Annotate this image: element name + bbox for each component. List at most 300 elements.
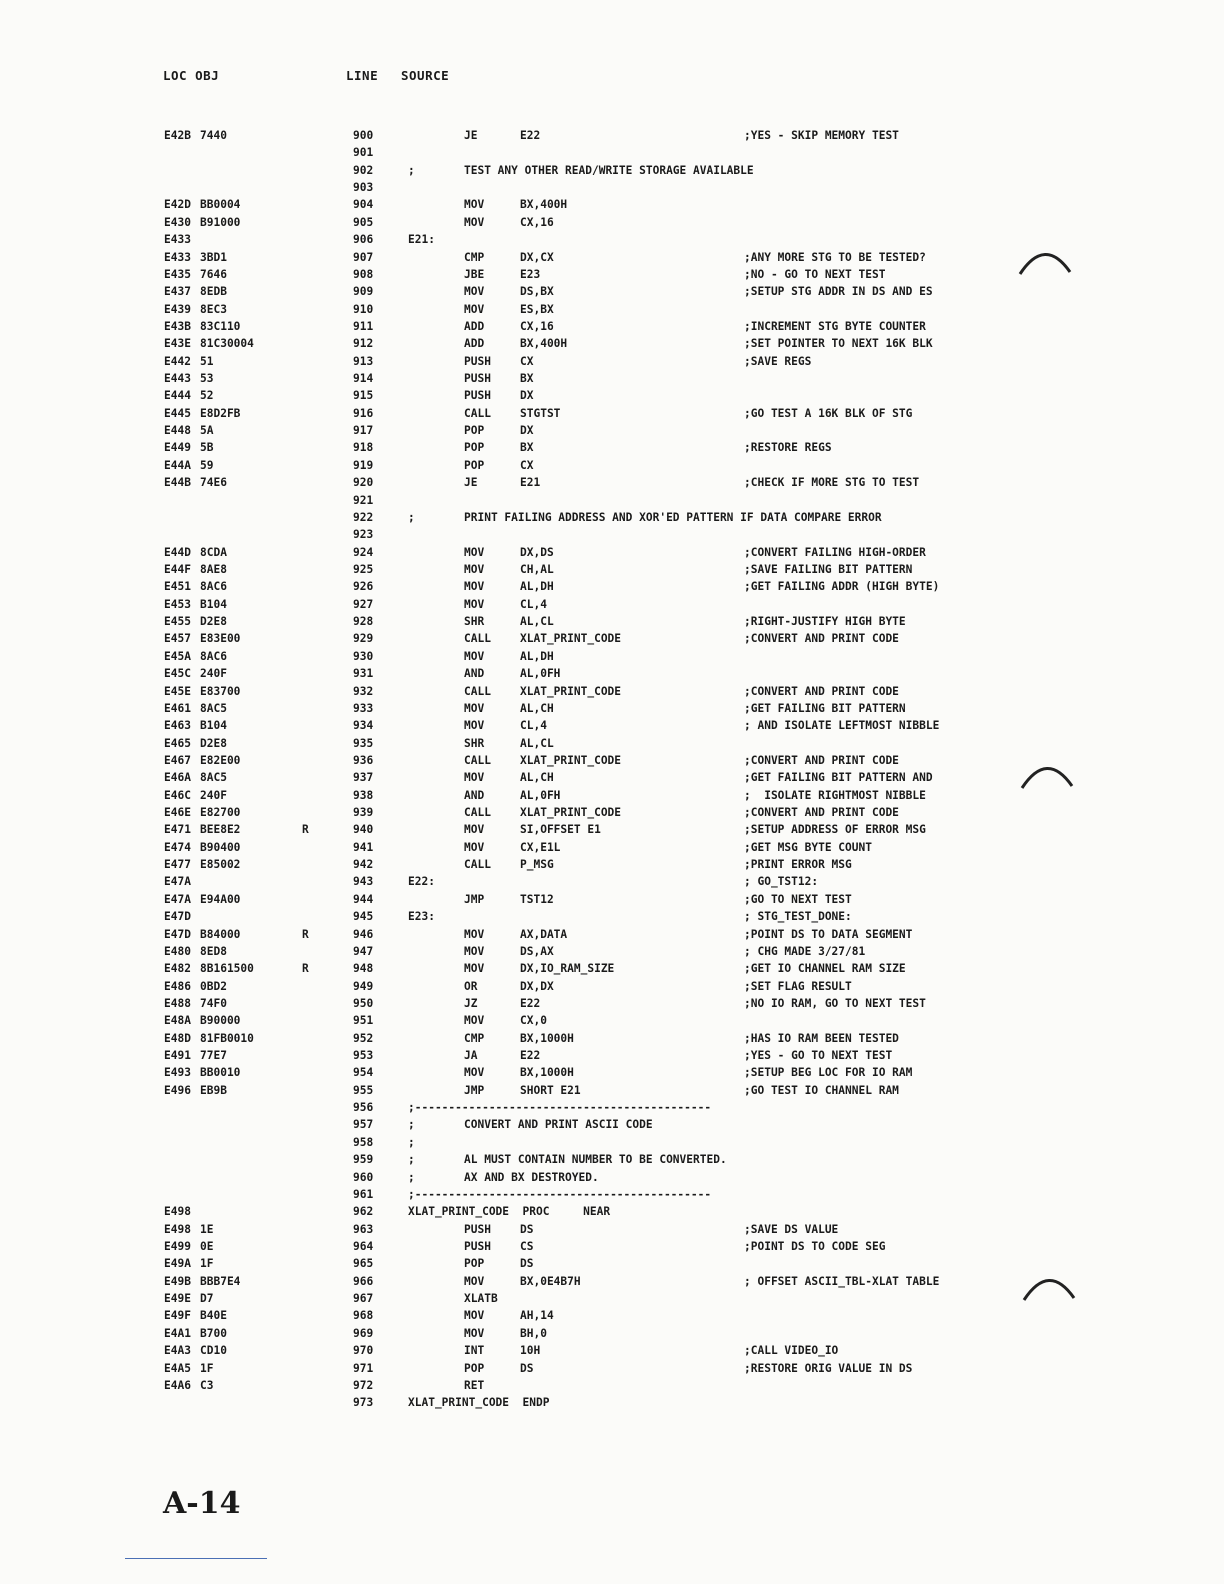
row-operand: DX <box>520 424 534 438</box>
listing-row <box>0 578 1224 595</box>
row-comment: ;GO TEST A 16K BLK OF STG <box>744 406 913 420</box>
row-loc: E44B <box>164 476 191 490</box>
row-loc: E430 <box>164 215 191 229</box>
row-line-number: 933 <box>353 701 374 715</box>
row-comment: ;SAVE REGS <box>744 354 812 368</box>
listing-row <box>0 127 1224 144</box>
listing-row <box>0 821 1224 838</box>
row-loc: E498 <box>164 1205 191 1219</box>
row-operand: ES,BX <box>520 302 554 316</box>
row-operand: E21 <box>520 476 541 490</box>
row-obj: D2E8 <box>200 736 227 750</box>
row-line-number: 918 <box>353 441 374 455</box>
listing-row <box>0 179 1224 196</box>
row-loc: E442 <box>164 354 191 368</box>
punch-hole-icon <box>1018 244 1072 280</box>
row-opcode: XLATB <box>464 1292 498 1306</box>
row-label: ; <box>408 510 415 524</box>
row-opcode: POP <box>464 1257 485 1271</box>
row-label: E23: <box>408 910 435 924</box>
row-obj: 51 <box>200 354 214 368</box>
listing-row <box>0 492 1224 509</box>
row-loc: E49A <box>164 1257 191 1271</box>
row-line-number: 966 <box>353 1274 374 1288</box>
footer-rule <box>125 1558 267 1559</box>
row-loc: E46E <box>164 806 191 820</box>
row-line-number: 907 <box>353 250 374 264</box>
row-opcode: MOV <box>464 927 485 941</box>
listing-row <box>0 804 1224 821</box>
row-opcode: JMP <box>464 892 485 906</box>
row-opcode: MOV <box>464 1066 485 1080</box>
row-opcode: MOV <box>464 719 485 733</box>
row-label: ; <box>408 1170 415 1184</box>
row-obj: 8AE8 <box>200 562 227 576</box>
row-operand: DX,IO_RAM_SIZE <box>520 962 615 976</box>
row-comment: ; STG_TEST_DONE: <box>744 910 852 924</box>
row-obj: 52 <box>200 389 214 403</box>
row-label: E22: <box>408 875 435 889</box>
row-opcode: MOV <box>464 198 485 212</box>
listing-row <box>0 1203 1224 1220</box>
row-loc: E45A <box>164 649 191 663</box>
row-opcode: MOV <box>464 1326 485 1340</box>
row-opcode: CMP <box>464 250 485 264</box>
row-operand: DX,CX <box>520 250 554 264</box>
row-line-number: 932 <box>353 684 374 698</box>
row-obj: 74E6 <box>200 476 227 490</box>
row-loc: E4A3 <box>164 1344 191 1358</box>
row-opcode: AND <box>464 788 485 802</box>
row-loc: E471 <box>164 823 191 837</box>
row-loc: E46A <box>164 771 191 785</box>
row-obj: C3 <box>200 1378 214 1392</box>
row-opcode: CMP <box>464 1031 485 1045</box>
row-obj: E82700 <box>200 806 241 820</box>
row-obj: 83C110 <box>200 319 241 333</box>
row-comment: ;GET MSG BYTE COUNT <box>744 840 872 854</box>
row-line-number: 930 <box>353 649 374 663</box>
row-loc: E48D <box>164 1031 191 1045</box>
row-loc: E439 <box>164 302 191 316</box>
row-obj: 240F <box>200 788 227 802</box>
row-operand: E22 <box>520 129 541 142</box>
row-line-number: 923 <box>353 528 374 542</box>
row-line-number: 913 <box>353 354 374 368</box>
row-opcode: MOV <box>464 649 485 663</box>
row-opcode: MOV <box>464 771 485 785</box>
row-operand: AL,CL <box>520 615 554 629</box>
row-line-number: 901 <box>353 146 374 160</box>
row-comment: ; GO_TST12: <box>744 875 819 889</box>
row-obj: BB0010 <box>200 1066 241 1080</box>
row-label: ; <box>408 1118 415 1132</box>
row-comment: ; OFFSET ASCII_TBL-XLAT TABLE <box>744 1274 940 1288</box>
row-opcode: MOV <box>464 944 485 958</box>
row-operand: CX <box>520 354 534 368</box>
listing-row <box>0 474 1224 491</box>
row-comment: ;INCREMENT STG BYTE COUNTER <box>744 319 926 333</box>
row-loc: E457 <box>164 632 191 646</box>
row-obj: 8EDB <box>200 285 227 299</box>
listing-row <box>0 978 1224 995</box>
listing-row <box>0 509 1224 526</box>
row-line-number: 950 <box>353 996 374 1010</box>
listing-row <box>0 873 1224 890</box>
row-loc: E46C <box>164 788 191 802</box>
row-line-number: 943 <box>353 875 374 889</box>
row-loc: E42D <box>164 198 191 212</box>
row-line-number: 922 <box>353 510 374 524</box>
row-loc: E44F <box>164 562 191 576</box>
row-comment: ;SET FLAG RESULT <box>744 979 852 993</box>
row-obj: 0BD2 <box>200 979 227 993</box>
row-line-number: 963 <box>353 1222 374 1236</box>
row-reloc-flag: R <box>302 927 309 941</box>
punch-hole-icon <box>1022 1270 1076 1306</box>
listing-row <box>0 1221 1224 1238</box>
listing-row <box>0 318 1224 335</box>
row-opcode: POP <box>464 424 485 438</box>
row-comment: ; AND ISOLATE LEFTMOST NIBBLE <box>744 719 940 733</box>
row-opcode: AND <box>464 667 485 681</box>
row-obj: BBB7E4 <box>200 1274 241 1288</box>
row-obj: CD10 <box>200 1344 227 1358</box>
row-operand: DX,DX <box>520 979 554 993</box>
row-label: ; <box>408 1135 415 1149</box>
row-line-number: 914 <box>353 372 374 386</box>
row-opcode: JMP <box>464 1083 485 1097</box>
row-comment: ; ISOLATE RIGHTMOST NIBBLE <box>744 788 926 802</box>
row-loc: E463 <box>164 719 191 733</box>
listing-row <box>0 1064 1224 1081</box>
row-loc: E445 <box>164 406 191 420</box>
row-line-number: 962 <box>353 1205 374 1219</box>
row-obj: E83E00 <box>200 632 241 646</box>
punch-hole-icon <box>1020 758 1074 794</box>
listing-row <box>0 1394 1224 1411</box>
row-operand: BX,400H <box>520 337 568 351</box>
row-line-number: 934 <box>353 719 374 733</box>
row-operand: DX <box>520 389 534 403</box>
row-comment: ;POINT DS TO CODE SEG <box>744 1240 886 1253</box>
listing-row <box>0 1099 1224 1116</box>
row-loc: E433 <box>164 250 191 264</box>
listing-row <box>0 995 1224 1012</box>
listing-row <box>0 1047 1224 1064</box>
row-comment: ;POINT DS TO DATA SEGMENT <box>744 927 913 941</box>
row-comment: ;CONVERT AND PRINT CODE <box>744 806 899 820</box>
listing-row <box>0 943 1224 960</box>
row-line-number: 961 <box>353 1187 374 1201</box>
row-opcode: MOV <box>464 597 485 611</box>
row-label: XLAT_PRINT_CODE PROC NEAR <box>408 1205 611 1219</box>
row-obj: 81FB0010 <box>200 1031 254 1045</box>
row-operand: CH,AL <box>520 562 554 576</box>
row-operand: BX <box>520 441 534 455</box>
row-line-number: 937 <box>353 771 374 785</box>
row-line-number: 929 <box>353 632 374 646</box>
row-comment-text: AL MUST CONTAIN NUMBER TO BE CONVERTED. <box>464 1153 727 1167</box>
row-obj: BEE8E2 <box>200 823 241 837</box>
row-loc: E449 <box>164 441 191 455</box>
row-line-number: 951 <box>353 1014 374 1028</box>
row-opcode: MOV <box>464 302 485 316</box>
row-loc: E477 <box>164 858 191 872</box>
row-reloc-flag: R <box>302 823 309 837</box>
row-line-number: 942 <box>353 858 374 872</box>
listing-row <box>0 335 1224 352</box>
header-line: LINE <box>346 68 379 83</box>
row-loc: E47A <box>164 875 191 889</box>
row-opcode: MOV <box>464 1274 485 1288</box>
row-opcode: MOV <box>464 215 485 229</box>
row-operand: BX,0E4B7H <box>520 1274 581 1288</box>
row-loc: E474 <box>164 840 191 854</box>
row-obj: 81C30004 <box>200 337 254 351</box>
row-line-number: 945 <box>353 910 374 924</box>
listing-row <box>0 162 1224 179</box>
row-comment: ;GO TO NEXT TEST <box>744 892 852 906</box>
row-comment: ;CONVERT AND PRINT CODE <box>744 684 899 698</box>
row-opcode: CALL <box>464 806 491 820</box>
row-comment: ;RIGHT-JUSTIFY HIGH BYTE <box>744 615 906 629</box>
row-line-number: 967 <box>353 1292 374 1306</box>
listing-row <box>0 1307 1224 1324</box>
row-line-number: 956 <box>353 1101 374 1115</box>
row-opcode: CALL <box>464 753 491 767</box>
row-line-number: 904 <box>353 198 374 212</box>
row-operand: BX,400H <box>520 198 568 212</box>
row-obj: B104 <box>200 597 227 611</box>
row-comment: ;RESTORE ORIG VALUE IN DS <box>744 1361 913 1375</box>
row-label: XLAT_PRINT_CODE ENDP <box>408 1396 550 1410</box>
row-opcode: OR <box>464 979 478 993</box>
row-line-number: 971 <box>353 1361 374 1375</box>
row-opcode: POP <box>464 441 485 455</box>
row-line-number: 944 <box>353 892 374 906</box>
row-operand: CS <box>520 1240 534 1253</box>
row-opcode: ADD <box>464 319 485 333</box>
row-comment: ;SAVE DS VALUE <box>744 1222 839 1236</box>
row-loc: E42B <box>164 129 191 142</box>
row-opcode: PUSH <box>464 389 491 403</box>
listing-row <box>0 1238 1224 1255</box>
row-obj: 8EC3 <box>200 302 227 316</box>
row-line-number: 911 <box>353 319 374 333</box>
row-obj: B40E <box>200 1309 227 1323</box>
row-obj: E94A00 <box>200 892 241 906</box>
row-operand: XLAT_PRINT_CODE <box>520 632 622 646</box>
row-loc: E43B <box>164 319 191 333</box>
row-obj: 7440 <box>200 129 227 142</box>
row-operand: XLAT_PRINT_CODE <box>520 753 622 767</box>
row-obj: B84000 <box>200 927 241 941</box>
row-operand: AL,CH <box>520 771 554 785</box>
row-operand: CX <box>520 458 534 472</box>
listing-row <box>0 1134 1224 1151</box>
row-line-number: 902 <box>353 163 374 177</box>
row-obj: EB9B <box>200 1083 227 1097</box>
listing-row <box>0 665 1224 682</box>
row-comment: ;YES - GO TO NEXT TEST <box>744 1049 893 1063</box>
row-loc: E49F <box>164 1309 191 1323</box>
row-operand: AL,CH <box>520 701 554 715</box>
listing-row <box>0 717 1224 734</box>
listing-row <box>0 301 1224 318</box>
row-line-number: 905 <box>353 215 374 229</box>
row-operand: DS <box>520 1361 534 1375</box>
row-operand: DS,BX <box>520 285 554 299</box>
row-comment-text: AX AND BX DESTROYED. <box>464 1170 599 1184</box>
row-line-number: 955 <box>353 1083 374 1097</box>
row-line-number: 900 <box>353 129 374 142</box>
row-comment: ;SAVE FAILING BIT PATTERN <box>744 562 913 576</box>
page-number: A-14 <box>163 1486 241 1521</box>
listing-row <box>0 370 1224 387</box>
row-line-number: 948 <box>353 962 374 976</box>
row-opcode: SHR <box>464 736 485 750</box>
row-obj: 1F <box>200 1257 214 1271</box>
row-operand: CL,4 <box>520 719 547 733</box>
row-loc: E453 <box>164 597 191 611</box>
row-obj: 3BD1 <box>200 250 227 264</box>
row-label: ;-------------------------------------------- <box>408 1101 712 1115</box>
row-obj: E83700 <box>200 684 241 698</box>
row-loc: E44A <box>164 458 191 472</box>
row-comment: ;CONVERT AND PRINT CODE <box>744 753 899 767</box>
listing-row <box>0 908 1224 925</box>
listing-row <box>0 891 1224 908</box>
row-opcode: INT <box>464 1344 485 1358</box>
listing-row <box>0 630 1224 647</box>
row-comment: ;SET POINTER TO NEXT 16K BLK <box>744 337 933 351</box>
row-line-number: 917 <box>353 424 374 438</box>
row-comment-text: TEST ANY OTHER READ/WRITE STORAGE AVAILABLE <box>464 163 754 177</box>
row-operand: BH,0 <box>520 1326 547 1340</box>
row-operand: 10H <box>520 1344 541 1358</box>
row-loc: E467 <box>164 753 191 767</box>
row-comment: ;CONVERT AND PRINT CODE <box>744 632 899 646</box>
listing-row <box>0 856 1224 873</box>
row-obj: B91000 <box>200 215 241 229</box>
row-operand: XLAT_PRINT_CODE <box>520 684 622 698</box>
row-loc: E49B <box>164 1274 191 1288</box>
row-reloc-flag: R <box>302 962 309 976</box>
row-loc: E491 <box>164 1049 191 1063</box>
row-line-number: 939 <box>353 806 374 820</box>
row-operand: E22 <box>520 1049 541 1063</box>
row-line-number: 972 <box>353 1378 374 1392</box>
listing-row <box>0 613 1224 630</box>
row-line-number: 941 <box>353 840 374 854</box>
row-line-number: 921 <box>353 493 374 507</box>
row-loc: E4A5 <box>164 1361 191 1375</box>
row-line-number: 938 <box>353 788 374 802</box>
listing-row <box>0 1030 1224 1047</box>
row-operand: DS <box>520 1257 534 1271</box>
row-line-number: 935 <box>353 736 374 750</box>
listing-row <box>0 1325 1224 1342</box>
row-loc: E437 <box>164 285 191 299</box>
listing-row <box>0 561 1224 578</box>
row-obj: 59 <box>200 458 214 472</box>
row-line-number: 964 <box>353 1240 374 1253</box>
row-comment: ;SETUP STG ADDR IN DS AND ES <box>744 285 933 299</box>
listing-row <box>0 735 1224 752</box>
row-opcode: CALL <box>464 858 491 872</box>
row-line-number: 927 <box>353 597 374 611</box>
listing-row <box>0 457 1224 474</box>
row-obj: 53 <box>200 372 214 386</box>
row-loc: E496 <box>164 1083 191 1097</box>
row-obj: B90000 <box>200 1014 241 1028</box>
row-label: ; <box>408 1153 415 1167</box>
row-line-number: 940 <box>353 823 374 837</box>
row-opcode: PUSH <box>464 354 491 368</box>
row-operand: CX,16 <box>520 319 554 333</box>
row-obj: E85002 <box>200 858 241 872</box>
row-opcode: MOV <box>464 1309 485 1323</box>
row-opcode: JBE <box>464 267 485 281</box>
row-line-number: 936 <box>353 753 374 767</box>
row-obj: 1E <box>200 1222 214 1236</box>
listing-row <box>0 439 1224 456</box>
row-comment-text: PRINT FAILING ADDRESS AND XOR'ED PATTERN IF DATA COMPARE ERROR <box>464 510 882 524</box>
row-line-number: 960 <box>353 1170 374 1184</box>
row-comment: ;GO TEST IO CHANNEL RAM <box>744 1083 899 1097</box>
row-loc: E47D <box>164 910 191 924</box>
row-opcode: PUSH <box>464 372 491 386</box>
row-operand: SHORT E21 <box>520 1083 581 1097</box>
row-comment: ;YES - SKIP MEMORY TEST <box>744 129 899 142</box>
row-line-number: 959 <box>353 1153 374 1167</box>
row-obj: D7 <box>200 1292 214 1306</box>
row-loc: E461 <box>164 701 191 715</box>
listing-row <box>0 526 1224 543</box>
row-obj: 240F <box>200 667 227 681</box>
row-line-number: 968 <box>353 1309 374 1323</box>
listing-row <box>0 1360 1224 1377</box>
listing-row <box>0 1082 1224 1099</box>
row-operand: TST12 <box>520 892 554 906</box>
row-loc: E47A <box>164 892 191 906</box>
row-opcode: MOV <box>464 285 485 299</box>
listing-row <box>0 1186 1224 1203</box>
row-operand: AX,DATA <box>520 927 568 941</box>
row-line-number: 958 <box>353 1135 374 1149</box>
row-opcode: CALL <box>464 632 491 646</box>
listing-row <box>0 544 1224 561</box>
row-comment: ;GET FAILING BIT PATTERN AND <box>744 771 933 785</box>
row-opcode: MOV <box>464 562 485 576</box>
row-operand: DS <box>520 1222 534 1236</box>
listing-row <box>0 926 1224 943</box>
row-line-number: 970 <box>353 1344 374 1358</box>
row-operand: CL,4 <box>520 597 547 611</box>
listing-row <box>0 700 1224 717</box>
row-obj: 8AC5 <box>200 701 227 715</box>
row-opcode: SHR <box>464 615 485 629</box>
row-comment-text: CONVERT AND PRINT ASCII CODE <box>464 1118 653 1132</box>
row-line-number: 973 <box>353 1396 374 1410</box>
row-label: ;-------------------------------------------- <box>408 1187 712 1201</box>
listing-row <box>0 353 1224 370</box>
row-operand: BX,1000H <box>520 1031 574 1045</box>
row-obj: E8D2FB <box>200 406 241 420</box>
row-opcode: MOV <box>464 545 485 559</box>
row-loc: E499 <box>164 1240 191 1253</box>
